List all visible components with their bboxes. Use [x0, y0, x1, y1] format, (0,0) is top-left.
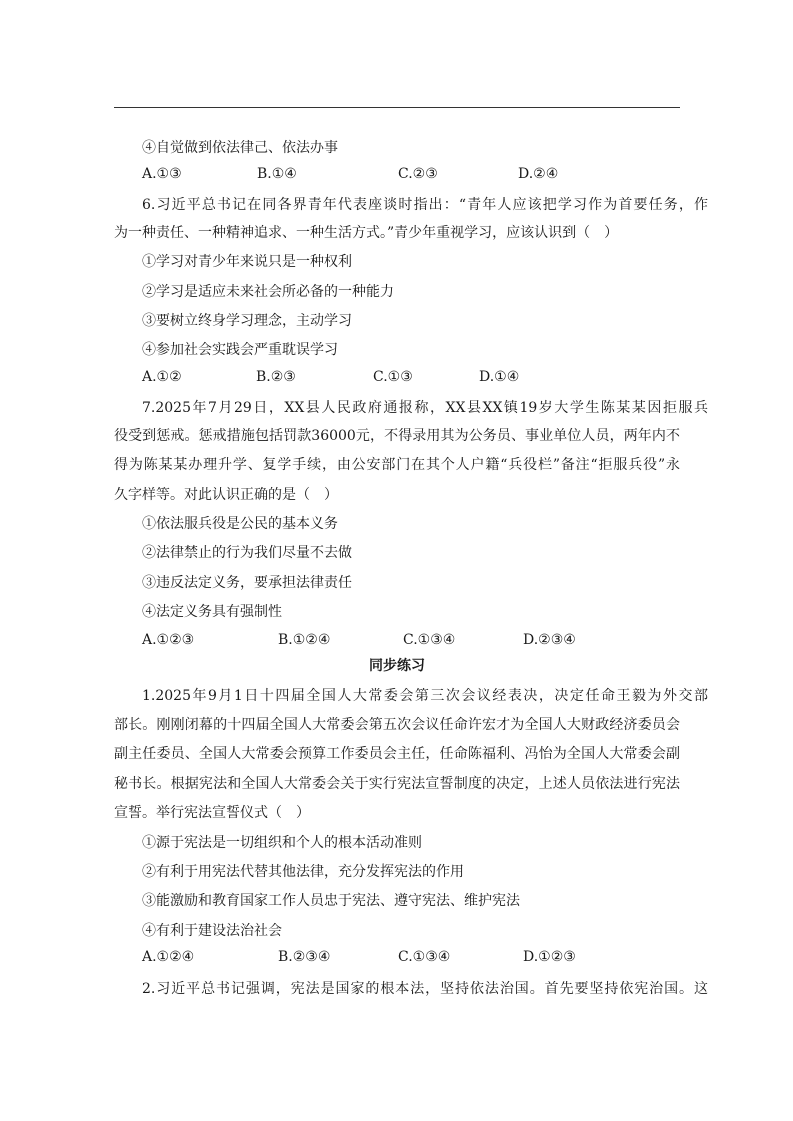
q7-statement-2: ②法律禁止的行为我们尽量不去做 — [142, 545, 352, 561]
s1-option-b: B.②③④ — [278, 949, 331, 965]
q6-statement-3: ③要树立终身学习理念，主动学习 — [142, 313, 352, 329]
q6-option-b: B.②③ — [256, 369, 296, 385]
s1-statement-1: ①源于宪法是一切组织和个人的根本活动准则 — [142, 835, 422, 851]
q5-option-d: D.②④ — [518, 166, 559, 182]
q6-statement-1: ①学习对青少年来说只是一种权利 — [142, 254, 352, 270]
q6-option-a: A.①② — [142, 369, 182, 385]
s1-option-a: A.①②④ — [142, 949, 195, 965]
q7-stem-line-3: 得为陈某某办理升学、复学手续，由公安部门在其个人户籍“兵役栏”备注“拒服兵役”永 — [114, 457, 680, 473]
s1-stem-line-2: 部长。刚刚闭幕的十四届全国人大常委会第五次会议任命许宏才为全国人大财政经济委员会 — [114, 717, 680, 733]
s1-option-c: C.①③④ — [398, 949, 451, 965]
q6-statement-4: ④参加社会实践会严重耽误学习 — [142, 342, 338, 358]
section-title: 同步练习 — [369, 658, 425, 674]
s1-options — [142, 948, 680, 966]
q6-stem-line-2: 为一种责任、一种精神追求、一种生活方式。”青少年重视学习，应该认识到（ ） — [114, 225, 619, 241]
s1-option-d: D.①②③ — [523, 949, 576, 965]
q7-options — [142, 631, 680, 649]
s1-stem-line-5: 宣誓。举行宪法宣誓仪式（ ） — [114, 805, 310, 821]
q5-option-a: A.①③ — [142, 166, 182, 182]
q7-statement-3: ③违反法定义务，要承担法律责任 — [142, 575, 352, 591]
q7-stem-line-1: 7.2025年7月29日，XX县人民政府通报称，XX县XX镇19岁大学生陈某某因拒服兵 — [142, 400, 708, 416]
s1-statement-4: ④有利于建设法治社会 — [142, 923, 282, 939]
q7-stem-line-4: 久字样等。对此认识正确的是（ ） — [114, 487, 338, 503]
header-rule — [114, 107, 680, 108]
s1-stem-line-3: 副主任委员、全国人大常委会预算工作委员会主任，任命陈福利、冯怡为全国人大常委会副 — [114, 746, 680, 762]
s1-stem-line-4: 秘书长。根据宪法和全国人大常委会关于实行宪法宣誓制度的决定，上述人员依法进行宪法 — [114, 776, 680, 792]
q7-option-c: C.①③④ — [403, 632, 456, 648]
q7-statement-4: ④法定义务具有强制性 — [142, 604, 282, 620]
s1-statement-3: ③能激励和教育国家工作人员忠于宪法、遵守宪法、维护宪法 — [142, 893, 520, 909]
q5-option-c: C.②③ — [398, 166, 438, 182]
q7-stem-line-2: 役受到惩戒。惩戒措施包括罚款36000元，不得录用其为公务员、事业单位人员，两年内不 — [114, 428, 680, 444]
q7-statement-1: ①依法服兵役是公民的基本义务 — [142, 516, 338, 532]
q5-option-b: B.①④ — [257, 166, 297, 182]
q7-option-d: D.②③④ — [523, 632, 576, 648]
q6-stem-line-1: 6.习近平总书记在同各界青年代表座谈时指出：“青年人应该把学习作为首要任务，作 — [142, 197, 708, 213]
q6-statement-2: ②学习是适应未来社会所必备的一种能力 — [142, 284, 394, 300]
q6-options — [142, 368, 680, 386]
q6-option-d: D.①④ — [479, 369, 520, 385]
q7-option-b: B.①②④ — [278, 632, 331, 648]
s1-statement-2: ②有利于用宪法代替其他法律，充分发挥宪法的作用 — [142, 864, 464, 880]
q7-option-a: A.①②③ — [142, 632, 195, 648]
s2-stem-line-1: 2.习近平总书记强调，宪法是国家的根本法，坚持依法治国。首先要坚持依宪治国。这 — [142, 981, 708, 997]
s1-stem-line-1: 1.2025年9月1日十四届全国人大常委会第三次会议经表决，决定任命王毅为外交部 — [142, 688, 708, 704]
q6-option-c: C.①③ — [373, 369, 413, 385]
q5-options — [142, 165, 680, 183]
q5-statement-4: ④自觉做到依法律己、依法办事 — [142, 140, 338, 156]
